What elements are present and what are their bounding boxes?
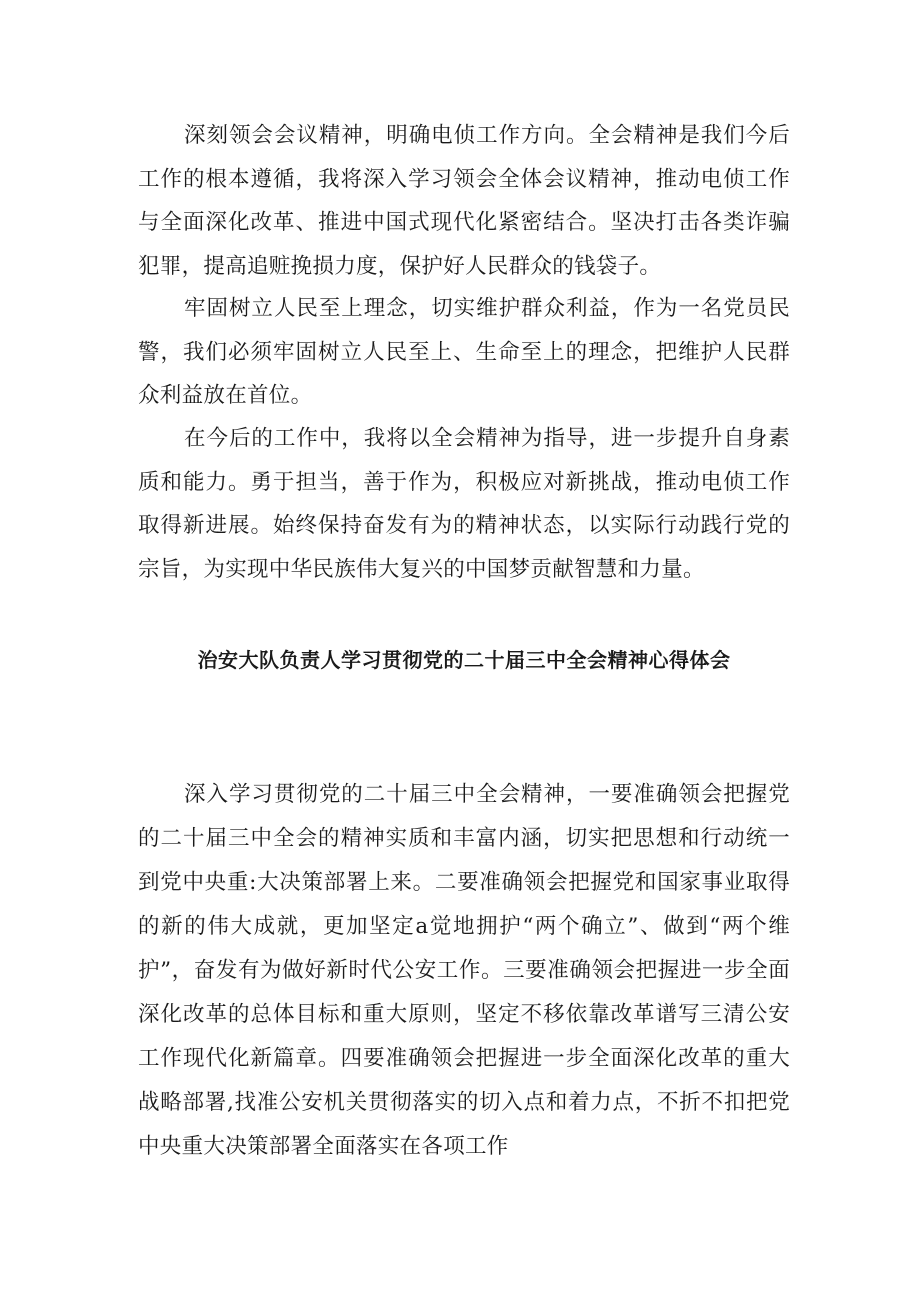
section-title: 治安大队负责人学习贯彻党的二十届三中全会精神心得体会 [197, 648, 731, 672]
paragraph-future-work: 在今后的工作中，我将以全会精神为指导，进一步提升自身素质和能力。勇于担当，善于作为，积极应对新挑战，推动电侦工作取得新进展。始终保持奋发有为的精神状态，以实际行动践行党的宗旨，为实现中华民族伟大复兴的中国梦贡献智慧和力量。 [138, 426, 790, 582]
paragraph-study-plenum-spirit: 深入学习贯彻党的二十届三中全会精神，一要准确领会把握党的二十届三中全会的精神实质和丰富内涵，切实把思想和行动统一到党中央重:大决策部署上来。二要准确领会把握党和国家事业取得的新的伟大成就，更加坚定a觉地拥护“两个确立”、做到“两个维护”，奋发有为做好新时代公安工作。三要准确领会把握进一步全面深化改革的总体目标和重大原则，坚定不移依靠改革谱写三清公安工作现代化新篇章。四要准确领会把握进一步全面深化改革的重大战略部署,找准公安机关贯彻落实的切入点和着力点，不折不扣把党中央重大决策部署全面落实在各项工作 [138, 782, 790, 1159]
paragraph-people-first: 牢固树立人民至上理念，切实维护群众利益，作为一名党员民警，我们必须牢固树立人民至上、生命至上的理念，把维护人民群众利益放在首位。 [138, 296, 790, 408]
paragraph-electronic-investigation-direction: 深刻领会会议精神，明确电侦工作方向。全会精神是我们今后工作的根本遵循，我将深入学习领会全体会议精神，推动电侦工作与全面深化改革、推进中国式现代化紧密结合。坚决打击各类诈骗犯罪，提高追赃挽损力度，保护好人民群众的钱袋子。 [138, 123, 790, 279]
